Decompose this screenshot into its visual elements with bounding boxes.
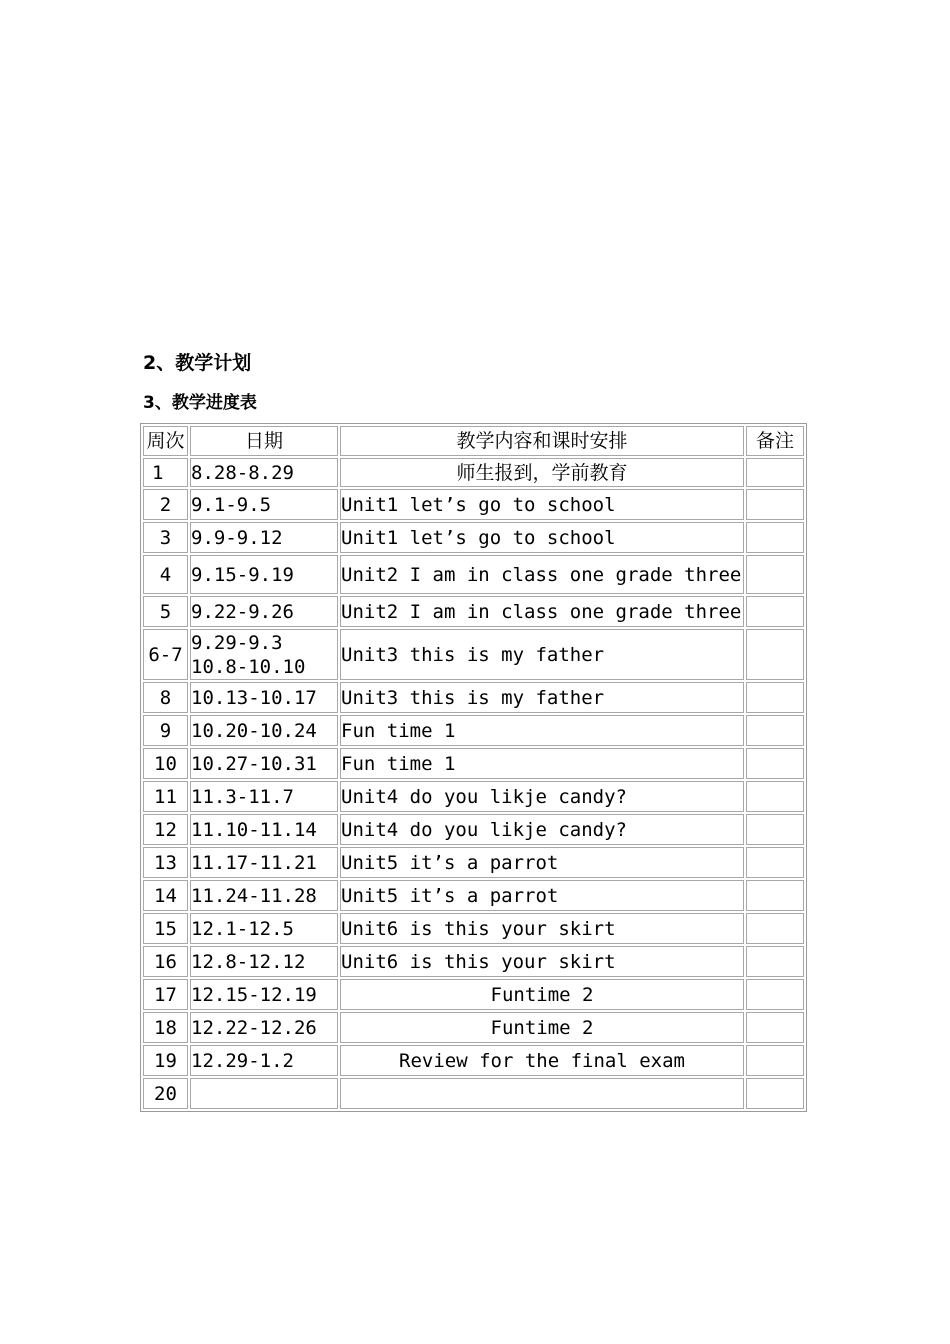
note-cell (746, 946, 804, 977)
section-heading-progress-table: 3、教学进度表 (143, 393, 257, 413)
table-row (143, 913, 804, 944)
table-row (143, 1012, 804, 1043)
date-cell (190, 748, 338, 779)
week-cell: 5 (143, 596, 188, 627)
date-cell (190, 555, 338, 594)
week-cell: 13 (143, 847, 188, 878)
table-header-row (143, 426, 804, 456)
table-row (143, 522, 804, 553)
content-cell: Unit6 is this your skirt (340, 913, 744, 944)
note-cell (746, 489, 804, 520)
note-cell (746, 781, 804, 812)
date-cell (190, 913, 338, 944)
note-cell (746, 979, 804, 1010)
date-cell (190, 489, 338, 520)
date-cell (190, 522, 338, 553)
date-range: 12.29-1.2 (191, 1049, 294, 1072)
content-cell: Unit6 is this your skirt (340, 946, 744, 977)
table-row (143, 682, 804, 713)
week-cell: 17 (143, 979, 188, 1010)
week-cell: 12 (143, 814, 188, 845)
date-range: 9.29-9.3 (191, 631, 283, 654)
date-range: 11.24-11.28 (191, 884, 317, 907)
teaching-schedule-table (140, 423, 807, 1112)
note-cell (746, 748, 804, 779)
note-cell (746, 522, 804, 553)
table-row (143, 629, 804, 680)
date-range: 9.9-9.12 (191, 526, 283, 549)
note-cell (746, 880, 804, 911)
content-cell: Unit3 this is my father (340, 629, 744, 680)
content-cell: Unit5 it’s a parrot (340, 847, 744, 878)
note-cell (746, 682, 804, 713)
date-cell (190, 946, 338, 977)
note-cell (746, 814, 804, 845)
week-cell: 4 (143, 555, 188, 594)
date-range: 10.13-10.17 (191, 686, 317, 709)
table-row (143, 814, 804, 845)
week-cell: 10 (143, 748, 188, 779)
table-row (143, 555, 804, 594)
table-row (143, 1045, 804, 1076)
date-cell (190, 715, 338, 746)
table-row (143, 596, 804, 627)
week-cell: 11 (143, 781, 188, 812)
table-row (143, 715, 804, 746)
week-cell: 20 (143, 1078, 188, 1109)
date-cell (190, 847, 338, 878)
column-header-content: 教学内容和课时安排 (340, 426, 744, 456)
date-cell (190, 880, 338, 911)
content-cell: Unit1 let’s go to school (340, 489, 744, 520)
date-cell (190, 781, 338, 812)
content-cell: Unit4 do you likje candy? (340, 814, 744, 845)
date-cell (190, 596, 338, 627)
date-cell (190, 1078, 338, 1109)
date-range: 11.10-11.14 (191, 818, 317, 841)
content-cell: Review for the final exam (340, 1045, 744, 1076)
note-cell (746, 596, 804, 627)
week-cell: 9 (143, 715, 188, 746)
table-row (143, 1078, 804, 1109)
date-range-second: 10.8-10.10 (191, 655, 306, 678)
note-cell (746, 555, 804, 594)
date-cell (190, 458, 338, 487)
content-cell: 师生报到，学前教育 (340, 458, 744, 487)
note-cell (746, 847, 804, 878)
content-cell (340, 1078, 744, 1109)
content-cell: Unit3 this is my father (340, 682, 744, 713)
week-cell: 18 (143, 1012, 188, 1043)
table-row (143, 946, 804, 977)
date-range: 11.17-11.21 (191, 851, 317, 874)
date-range: 9.15-9.19 (191, 563, 294, 586)
table-row (143, 781, 804, 812)
date-range: 9.1-9.5 (191, 493, 272, 516)
content-cell: Fun time 1 (340, 748, 744, 779)
content-cell: Unit4 do you likje candy? (340, 781, 744, 812)
date-cell (190, 1045, 338, 1076)
table-row (143, 489, 804, 520)
date-range: 12.1-12.5 (191, 917, 294, 940)
table-row (143, 748, 804, 779)
note-cell (746, 1078, 804, 1109)
week-cell: 19 (143, 1045, 188, 1076)
date-range: 12.15-12.19 (191, 983, 317, 1006)
table-row (143, 880, 804, 911)
content-cell: Funtime 2 (340, 979, 744, 1010)
week-cell: 3 (143, 522, 188, 553)
content-cell: Unit5 it’s a parrot (340, 880, 744, 911)
week-cell: 2 (143, 489, 188, 520)
date-cell (190, 682, 338, 713)
content-cell: Fun time 1 (340, 715, 744, 746)
column-header-date: 日期 (190, 426, 338, 456)
column-header-week: 周次 (143, 426, 188, 456)
content-cell: Unit1 let’s go to school (340, 522, 744, 553)
content-cell: Funtime 2 (340, 1012, 744, 1043)
date-range: 12.8-12.12 (191, 950, 306, 973)
date-range: 12.22-12.26 (191, 1016, 317, 1039)
note-cell (746, 629, 804, 680)
note-cell (746, 1045, 804, 1076)
date-cell (190, 814, 338, 845)
date-cell (190, 629, 338, 680)
table-row (143, 458, 804, 487)
week-cell: 6-7 (143, 629, 188, 680)
content-cell: Unit2 I am in class one grade three (340, 596, 744, 627)
date-range: 9.22-9.26 (191, 600, 294, 623)
column-header-note: 备注 (746, 426, 804, 456)
section-heading-teaching-plan: 2、教学计划 (143, 352, 252, 374)
week-cell: 15 (143, 913, 188, 944)
content-cell: Unit2 I am in class one grade three (340, 555, 744, 594)
note-cell (746, 458, 804, 487)
date-range: 11.3-11.7 (191, 785, 294, 808)
table-row (143, 847, 804, 878)
date-range: 10.27-10.31 (191, 752, 317, 775)
note-cell (746, 1012, 804, 1043)
note-cell (746, 715, 804, 746)
week-cell: 16 (143, 946, 188, 977)
week-cell: 8 (143, 682, 188, 713)
note-cell (746, 913, 804, 944)
date-cell (190, 1012, 338, 1043)
week-cell: 1 (143, 458, 188, 487)
week-cell: 14 (143, 880, 188, 911)
table-row (143, 979, 804, 1010)
date-cell (190, 979, 338, 1010)
date-range: 8.28-8.29 (191, 461, 294, 484)
date-range: 10.20-10.24 (191, 719, 317, 742)
